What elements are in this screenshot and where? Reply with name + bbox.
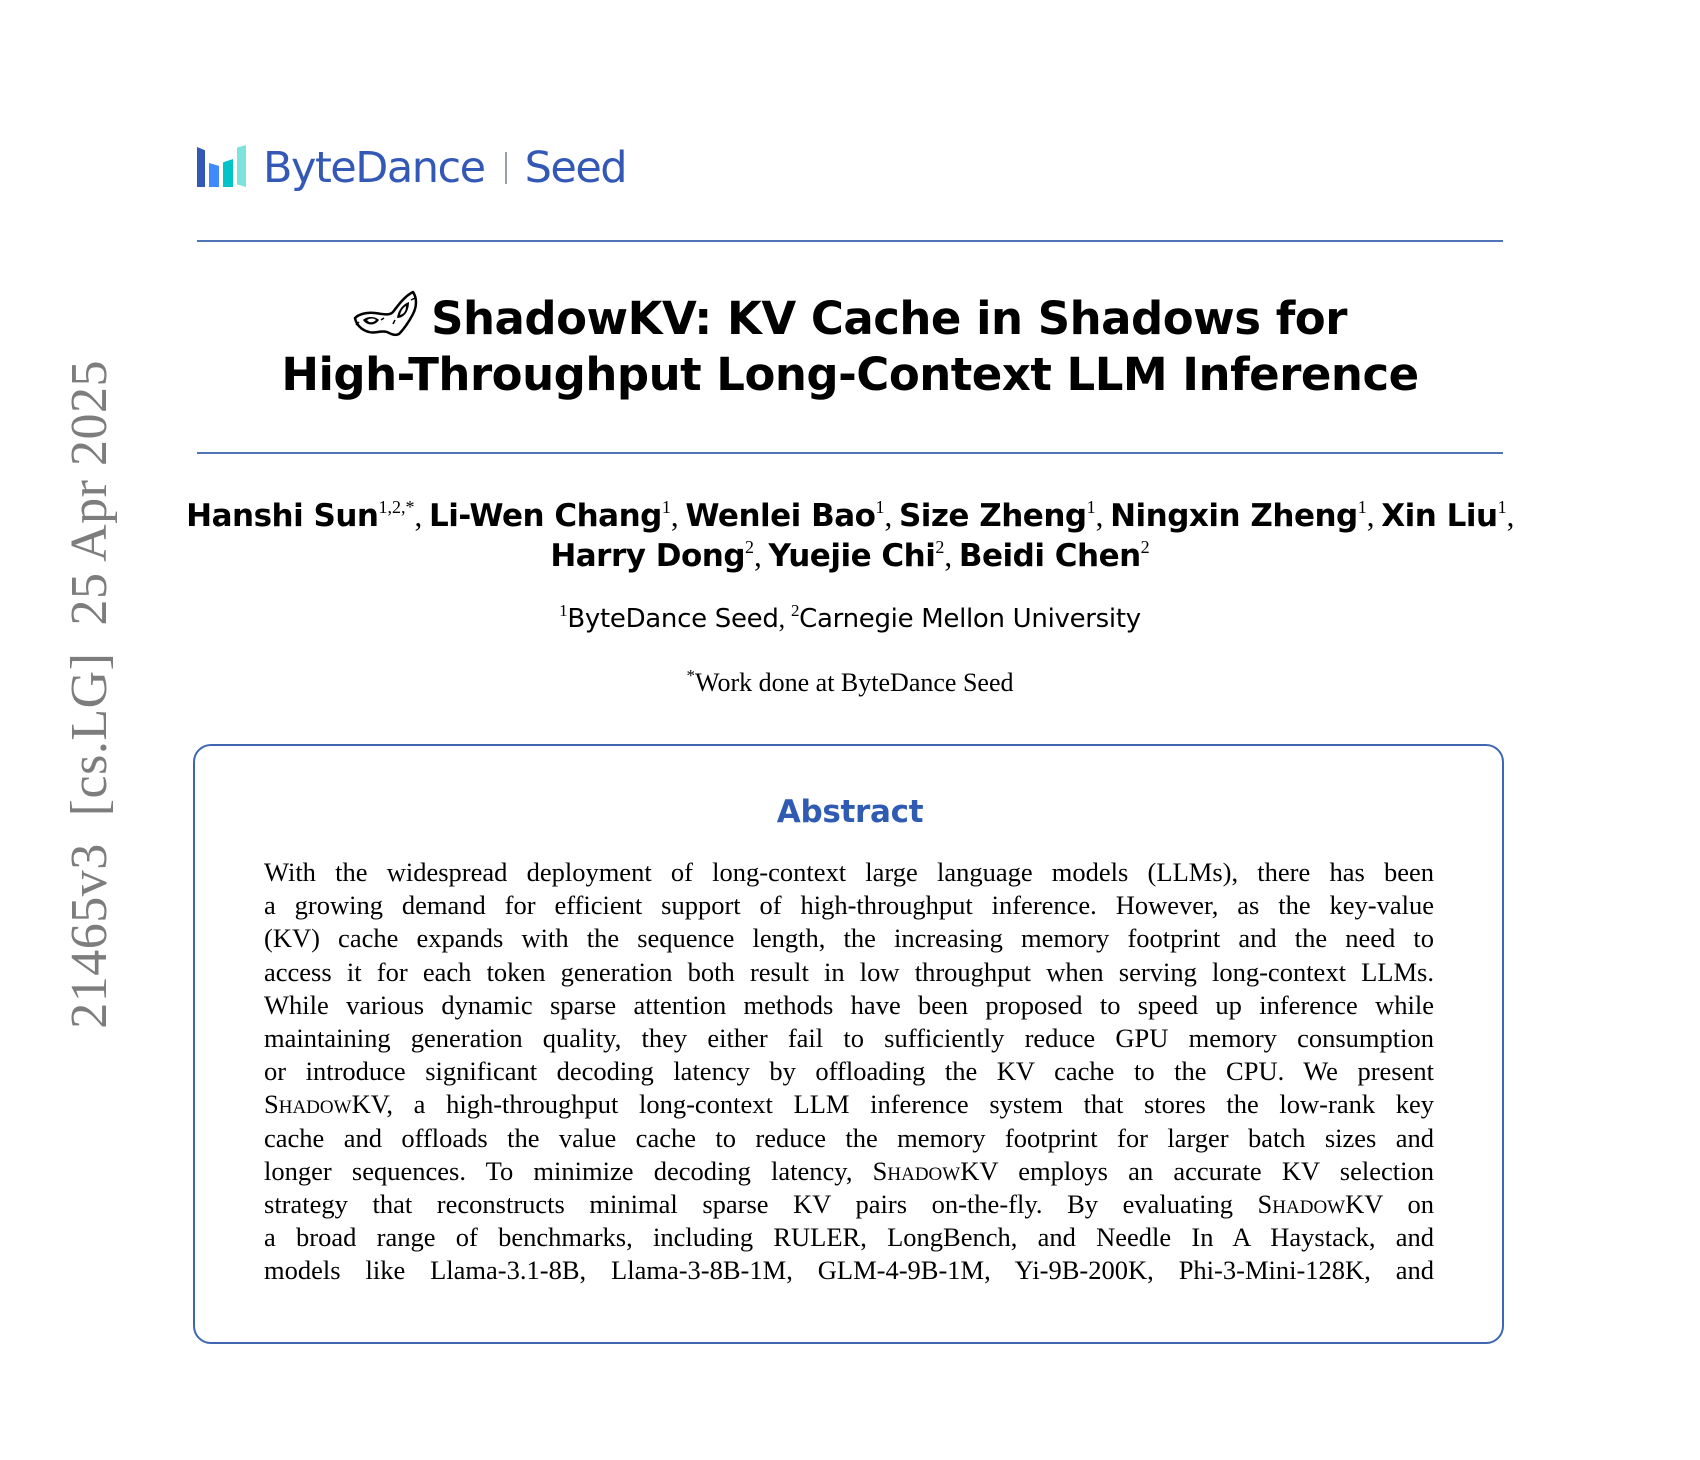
abstract-line: strategy that reconstructs minimal sparse KV pairs on-the-fly. By evaluating ShadowKV on: [264, 1189, 1434, 1220]
abstract-heading: Abstract: [776, 794, 924, 830]
logo-sub-brand-text: Seed: [524, 143, 627, 193]
abstract-line: models like Llama-3.1-8B, Llama-3-8B-1M, GLM-4-9B-1M, Yi-9B-200K, Phi-3-Mini-128K, and: [264, 1255, 1434, 1286]
author: Beidi Chen$^2$: [958, 537, 1150, 574]
bytedance-bars-icon: [197, 145, 247, 191]
bytedance-seed-logo: [197, 140, 626, 196]
abstract-body: [264, 856, 1434, 1288]
masquerade-mask-icon: [353, 290, 419, 340]
arxiv-id: 21465v3: [61, 843, 118, 1029]
abstract-line: cache and offloads the value cache to reduce the memory footprint for larger batch sizes and: [264, 1122, 1434, 1153]
affiliation: $^2$Carnegie Mellon University: [790, 601, 1141, 634]
bottom-rule: [197, 452, 1503, 454]
abstract-line: ShadowKV, a high-throughput long-context LLM inference system that stores the low-rank key: [264, 1089, 1434, 1120]
title-line-2: High-Throughput Long-Context LLM Inference: [281, 348, 1419, 401]
author: Harry Dong$^2$: [550, 537, 755, 574]
author: Ningxin Zheng$^1$: [1110, 497, 1367, 534]
author: Hanshi Sun$^{1,2,*}$: [186, 497, 415, 534]
paper-title: [0, 290, 1700, 403]
arxiv-category: [cs.LG]: [61, 652, 118, 817]
abstract-line: (KV) cache expands with the sequence length, the increasing memory footprint and the need to: [264, 923, 1434, 954]
system-name: Shadow: [1257, 1189, 1346, 1220]
abstract-line: access it for each token generation both result in low throughput when serving long-context LLMs.: [264, 956, 1434, 987]
top-rule: [197, 240, 1503, 242]
author: Size Zheng$^1$: [898, 497, 1096, 534]
author: Wenlei Bao$^1$: [685, 497, 885, 534]
title-line-1: ShadowKV: KV Cache in Shadows for: [431, 292, 1347, 345]
abstract-line: a growing demand for efficient support of high-throughput inference. However, as the key-value: [264, 890, 1434, 921]
system-name: Shadow: [872, 1155, 961, 1186]
affiliations: $^1$ByteDance Seed, $^2$Carnegie Mellon University: [559, 601, 1141, 634]
abstract-line: a broad range of benchmarks, including RULER, LongBench, and Needle In A Haystack, and: [264, 1222, 1434, 1253]
system-name: Shadow: [264, 1089, 352, 1120]
logo-separator: [505, 152, 507, 184]
author: Li-Wen Chang$^1$: [429, 497, 671, 534]
abstract-line: While various dynamic sparse attention methods have been proposed to speed up inference while: [264, 989, 1434, 1020]
author: Xin Liu$^1$: [1381, 497, 1507, 534]
author: Yuejie Chi$^2$: [768, 537, 945, 574]
abstract-line: With the widespread deployment of long-context large language models (LLMs), there has been: [264, 857, 1434, 887]
work-note: *Work done at ByteDance Seed: [686, 666, 1014, 697]
arxiv-date: 25 Apr 2025: [61, 360, 118, 626]
author-list: Hanshi Sun$^{1,2,*}$, Li-Wen Chang$^1$, Wenlei Bao$^1$, Size Zheng$^1$, Ningxin Zheng$^1$, Xin Liu$^1$, Harry Dong$^2$, Yuejie Chi$^2$, Beidi Chen$^2$: [186, 497, 1514, 574]
logo-brand-text: ByteDance: [263, 143, 485, 193]
abstract-line: maintaining generation quality, they either fail to sufficiently reduce GPU memory consumption: [264, 1023, 1434, 1054]
affiliation: $^1$ByteDance Seed: [559, 601, 779, 634]
abstract-line: or introduce significant decoding latency by offloading the KV cache to the CPU. We present: [264, 1056, 1434, 1087]
abstract-line: longer sequences. To minimize decoding latency, ShadowKV employs an accurate KV selection: [264, 1155, 1434, 1186]
